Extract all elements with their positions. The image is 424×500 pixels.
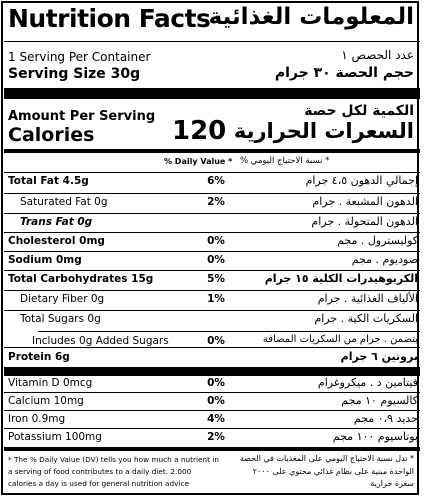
nutrient-name-ar: حديد ٠،٩ مجم xyxy=(353,412,418,425)
nutrient-row-dietary-fiber xyxy=(4,291,420,310)
nutrient-name: Dietary Fiber 0g xyxy=(20,293,105,305)
nutrient-name: Total Carbohydrates 15g xyxy=(8,273,154,285)
nutrient-row-total-sugars xyxy=(4,311,420,330)
dv-header-ar: * نسبة الاحتياج اليومي % xyxy=(240,156,330,166)
nutrient-dv: 0% xyxy=(207,254,225,266)
divider-thin xyxy=(4,41,420,42)
nutrient-name: Iron 0.9mg xyxy=(8,413,66,425)
nutrient-dv: 0% xyxy=(207,335,225,347)
nutrient-dv: 4% xyxy=(207,413,225,425)
nutrient-name-ar: الدهون المتحولة . جرام xyxy=(311,215,418,228)
nutrient-name-ar: السكريات الكية . جرام xyxy=(314,312,418,325)
servings-per-container-ar: عدد الحصص ١ xyxy=(341,48,414,62)
divider-thick xyxy=(4,88,420,99)
calories-label: Calories xyxy=(8,124,95,146)
title-en: Nutrition Facts xyxy=(8,4,211,33)
nutrient-name: Cholesterol 0mg xyxy=(8,235,105,247)
amount-per-serving-ar: الكمية لكل حصة xyxy=(304,103,414,119)
nutrient-row-total-carbohydrates xyxy=(4,271,420,290)
nutrient-name-ar: صوديوم . مجم xyxy=(351,253,418,266)
nutrient-dv: 5% xyxy=(207,273,225,285)
nutrient-name: Total Sugars 0g xyxy=(20,313,101,325)
nutrient-name-ar: فيتامين د . ميكروغرام xyxy=(317,376,418,389)
calories-value: 120 xyxy=(172,116,227,146)
footnote-ar: * تدل نسبة الاحتياج اليومي على المغذيات في الحصة الواحدة مبنية على نظام غذائي محتوي على ٢٠٠٠ سعرة حرارية xyxy=(239,454,414,488)
nutrient-name: Includes 0g Added Sugars xyxy=(32,335,169,347)
divider-thin xyxy=(4,347,420,348)
nutrient-name-ar: بوتاسيوم ١٠٠ مجم xyxy=(332,430,418,443)
nutrient-dv: 2% xyxy=(207,196,225,208)
nutrient-name-ar: كالسيوم ١٠ مجم xyxy=(341,394,418,407)
nutrient-name: Protein 6g xyxy=(8,351,70,363)
nutrient-name: Total Fat 4.5g xyxy=(8,175,89,187)
nutrient-name: Saturated Fat 0g xyxy=(20,196,108,208)
nutrient-name: Calcium 10mg xyxy=(8,395,84,407)
divider-thin xyxy=(38,331,420,332)
nutrient-name-ar: بروتين ٦ جرام xyxy=(340,350,418,363)
nutrient-dv: 0% xyxy=(207,395,225,407)
nutrient-name-ar: الكربوهيدرات الكلية ١٥ جرام xyxy=(264,272,418,285)
nutrient-dv: 0% xyxy=(207,235,225,247)
nutrient-name: Vitamin D 0mcg xyxy=(8,377,93,389)
serving-size-ar: حجم الحصة ٣٠ جرام xyxy=(274,65,414,81)
nutrient-dv: 0% xyxy=(207,377,225,389)
nutrient-name-ar: الألياف الغذائية . جرام xyxy=(317,292,418,305)
nutrient-row-saturated-fat xyxy=(4,194,420,213)
nutrient-name-ar: كوليسترول . مجم xyxy=(337,234,418,247)
nutrient-row-cholesterol xyxy=(4,233,420,252)
title-ar: المعلومات الغذائية xyxy=(208,4,414,30)
nutrient-name-ar: الدهون المشبعة . جرام xyxy=(312,195,418,208)
nutrient-name: Sodium 0mg xyxy=(8,254,82,266)
nutrient-name-ar: يتضمن . جرام من السكريات المضافة xyxy=(262,334,418,345)
nutrient-name: Potassium 100mg xyxy=(8,431,102,443)
nutrient-dv: 1% xyxy=(207,293,225,305)
nutrient-row-potassium xyxy=(4,429,420,448)
serving-size: Serving Size 30g xyxy=(8,66,141,82)
nutrient-row-trans-fat xyxy=(4,214,420,233)
nutrient-row-protein xyxy=(4,349,420,368)
amount-per-serving: Amount Per Serving xyxy=(8,109,156,124)
nutrient-row-total-fat xyxy=(4,173,420,192)
servings-per-container: 1 Serving Per Container xyxy=(8,50,151,64)
footnote-en: * The % Daily Value (DV) tells you how much a nutrient in a serving of food contributes to a daily diet. 2.000 calories a day is used for general nutrition advice xyxy=(8,455,219,488)
divider-medium xyxy=(4,447,420,451)
nutrient-name: Trans Fat 0g xyxy=(20,216,93,228)
nutrient-dv: 6% xyxy=(207,175,225,187)
nutrient-dv: 2% xyxy=(207,431,225,443)
divider-medium xyxy=(4,149,420,153)
nutrient-name-ar: إجمالي الدهون ٤،٥ جرام xyxy=(305,174,418,187)
nutrient-row-sodium xyxy=(4,252,420,271)
dv-header: % Daily Value * xyxy=(164,157,233,166)
calories-label-ar: السعرات الحرارية xyxy=(233,119,414,143)
